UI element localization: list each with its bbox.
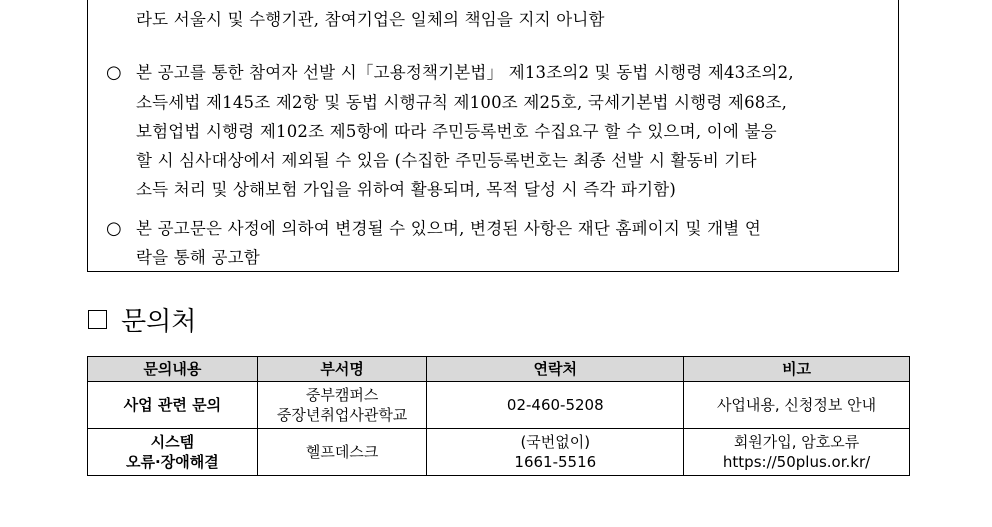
department-line: 중부캠퍼스 [305,386,379,404]
header-note: 비고 [684,357,910,382]
notice-item1-line4: 할 시 심사대상에서 제외될 수 있음 (수집한 주민등록번호는 최종 선발 시 활동비 기타 [136,151,757,170]
header-inquiry: 문의내용 [88,357,258,382]
row-inquiry-text: 시스템 [150,433,195,451]
row-note-cell [684,382,910,429]
row-inquiry-cell [88,429,258,476]
note-text: 회원가입, 암호오류 [733,433,860,451]
header-contact: 연락처 [427,357,684,382]
bullet-circle: ○ [106,218,122,239]
table-row [88,382,910,429]
notice-item1-line3: 보험업법 시행령 제102조 제5항에 따라 주민등록번호 수집요구 할 수 있으며, 이에 불응 [136,122,777,141]
contact-section-title: 문의처 [121,306,197,337]
checkbox-square-icon [88,310,107,329]
row-note-cell [684,429,910,476]
row-inquiry-cell [88,382,258,429]
website-link[interactable]: https://50plus.or.kr/ [722,453,871,471]
contact-table [87,356,910,476]
row-department-cell [257,382,427,429]
notice-item1-line5: 소득 처리 및 상해보험 가입을 위하여 활용되며, 목적 달성 시 즉각 파기함) [136,180,677,199]
header-department: 부서명 [257,357,427,382]
contact-section-heading [88,302,196,336]
row-inquiry-text: 오류·장애해결 [126,453,219,471]
department-line: 중장년취업사관학교 [276,406,408,424]
row-contact-cell [427,382,684,429]
row-inquiry-text: 사업 관련 문의 [123,396,222,414]
row-department-cell [257,429,427,476]
note-text: 사업내용, 신청정보 안내 [716,396,877,414]
phone-prefix-note: (국번없이) [520,433,591,451]
row-contact-cell [427,429,684,476]
notice-item1-line2: 소득세법 제145조 제2항 및 동법 시행규칙 제100조 제25호, 국세기본법 시행령 제68조, [136,93,788,112]
notice-item2-line2: 락을 통해 공고함 [136,248,260,267]
notice-continuation-line: 라도 서울시 및 수행기관, 참여기업은 일체의 책임을 지지 아니함 [136,10,605,29]
notice-box [87,0,899,272]
notice-item2-line1: 본 공고문은 사정에 의하여 변경될 수 있으며, 변경된 사항은 재단 홈페이지 및 개별 연 [136,219,761,238]
table-row [88,429,910,476]
department-line: 헬프데스크 [305,443,379,461]
notice-item1-line1: 본 공고를 통한 참여자 선발 시「고용정책기본법」 제13조의2 및 동법 시행령 제43조의2, [136,63,794,82]
table-header-row [88,357,910,382]
phone-number[interactable]: 1661-5516 [514,453,597,471]
phone-number[interactable]: 02-460-5208 [506,396,604,414]
bullet-circle: ○ [106,62,122,83]
